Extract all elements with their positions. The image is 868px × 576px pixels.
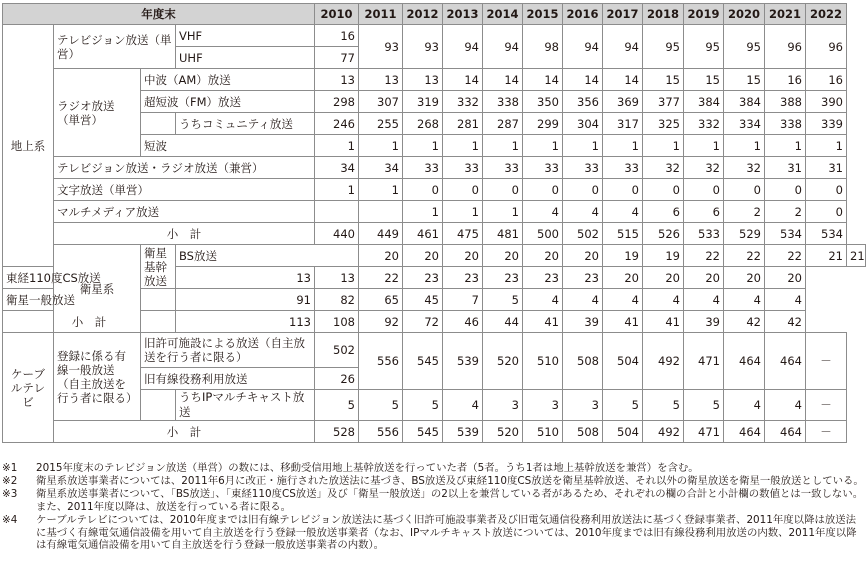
table-cell: 0	[483, 179, 523, 201]
table-cell: 1	[806, 135, 847, 157]
table-cell: 449	[359, 223, 403, 245]
table-cell: 23	[563, 267, 603, 289]
table-row-eisei-subtotal	[3, 311, 866, 333]
table-cell: 325	[643, 113, 684, 135]
table-cell: 13	[315, 69, 359, 91]
table-cell: 0	[403, 179, 443, 201]
table-cell: 20	[523, 245, 563, 267]
footnote	[2, 462, 866, 475]
table-cell: 16	[806, 69, 847, 91]
table-cell: 0	[603, 179, 643, 201]
cell-tv-2015: 98	[523, 25, 563, 69]
cell-cable-2019: 471	[684, 333, 724, 390]
table-cell: 317	[603, 113, 643, 135]
table-cell: 534	[806, 223, 847, 245]
table-row-bs	[3, 245, 866, 267]
table-cell: 15	[643, 69, 684, 91]
table-cell: 31	[765, 157, 806, 179]
table-cell: 529	[724, 223, 765, 245]
table-cell: 528	[315, 421, 359, 443]
table-cell: 20	[359, 245, 403, 267]
row-label-tv-radio: テレビジョン放送・ラジオ放送（兼営）	[54, 157, 315, 179]
table-cell: 33	[483, 157, 523, 179]
table-row-am	[3, 69, 866, 91]
table-cell: 108	[315, 311, 359, 333]
row-label-bs: BS放送	[176, 245, 359, 267]
cell-tv-2020: 95	[724, 25, 765, 69]
year-header: 2019	[684, 4, 724, 25]
year-header: 2021	[765, 4, 806, 25]
footnote-mark: ※1	[2, 462, 18, 474]
table-cell: 356	[563, 91, 603, 113]
cell-vhf-2010: 16	[315, 25, 359, 47]
table-cell: 545	[403, 421, 443, 443]
cell-cable-2020: 464	[724, 333, 765, 390]
cell-kyu-eki-2010: 26	[315, 368, 359, 390]
cell-cable-2021: 464	[765, 333, 806, 390]
table-cell: 4	[523, 289, 563, 311]
cell-tv-2011: 93	[359, 25, 403, 69]
table-cell: 14	[443, 69, 483, 91]
row-label-shortwave: 短波	[141, 135, 315, 157]
table-cell: 32	[643, 157, 684, 179]
table-cell: 246	[315, 113, 359, 135]
table-cell: 45	[403, 289, 443, 311]
year-header: 2012	[403, 4, 443, 25]
year-header: 2016	[563, 4, 603, 25]
table-cell: 0	[724, 179, 765, 201]
row-label-subtotal: 小 計	[54, 223, 315, 245]
table-cell: 1	[523, 135, 563, 157]
table-cell: 350	[523, 91, 563, 113]
table-cell: 471	[684, 421, 724, 443]
table-cell: 33	[523, 157, 563, 179]
table-cell: 20	[483, 245, 523, 267]
table-cell: 510	[523, 421, 563, 443]
table-cell: 23	[443, 267, 483, 289]
table-cell: 504	[603, 421, 643, 443]
row-label-fm: 超短波（FM）放送	[141, 91, 315, 113]
table-cell: 1	[359, 179, 403, 201]
table-cell: 33	[403, 157, 443, 179]
table-cell: －	[806, 390, 847, 421]
table-cell: 377	[643, 91, 684, 113]
cell-cable-2017: 504	[603, 333, 643, 390]
table-cell: 287	[483, 113, 523, 135]
footnote	[2, 475, 866, 488]
table-cell: 2	[724, 201, 765, 223]
table-cell: 15	[684, 69, 724, 91]
table-cell: 481	[483, 223, 523, 245]
table-cell: 2	[765, 201, 806, 223]
table-cell: 42	[724, 311, 765, 333]
table-cell: 1	[315, 135, 359, 157]
year-header: 2014	[483, 4, 523, 25]
row-label-cs110: 東経110度CS放送	[3, 267, 141, 289]
row-label-vhf: VHF	[176, 25, 315, 47]
row-label-community: うちコミュニティ放送	[176, 113, 315, 135]
table-cell: 0	[806, 179, 847, 201]
table-cell: 23	[483, 267, 523, 289]
table-cell: 390	[806, 91, 847, 113]
table-cell: 5	[483, 289, 523, 311]
table-cell: 3	[483, 390, 523, 421]
table-cell: 14	[483, 69, 523, 91]
table-cell: 20	[724, 267, 765, 289]
table-cell: 299	[523, 113, 563, 135]
cell-tv-2014: 94	[483, 25, 523, 69]
table-cell: 23	[403, 267, 443, 289]
table-cell: 3	[563, 390, 603, 421]
table-cell: 556	[359, 421, 403, 443]
table-cell: 14	[603, 69, 643, 91]
table-cell: 440	[315, 223, 359, 245]
table-cell: 461	[403, 223, 443, 245]
table-cell: 4	[643, 289, 684, 311]
table-cell: 369	[603, 91, 643, 113]
table-cell: 4	[684, 289, 724, 311]
table-cell: 4	[724, 390, 765, 421]
indent-spacer	[141, 390, 176, 421]
table-cell: 5	[684, 390, 724, 421]
table-cell: 39	[563, 311, 603, 333]
header-row	[3, 4, 866, 25]
table-cell: 0	[684, 179, 724, 201]
table-cell: 1	[765, 135, 806, 157]
table-cell: 44	[483, 311, 523, 333]
table-cell: 0	[523, 179, 563, 201]
row-label-eisei-kikan: 衛星基幹放送	[141, 245, 176, 289]
table-cell: 20	[603, 267, 643, 289]
table-cell: 13	[359, 69, 403, 91]
table-cell: 46	[443, 311, 483, 333]
table-cell: 4	[563, 289, 603, 311]
row-label-kyu-eki: 旧有線役務利用放送	[141, 368, 315, 390]
table-cell: 0	[563, 179, 603, 201]
table-cell: 33	[563, 157, 603, 179]
cell-ip-2010: 5	[315, 390, 359, 421]
footnote	[2, 514, 866, 553]
table-cell: 0	[765, 179, 806, 201]
table-cell: 14	[523, 69, 563, 91]
footnote-text: 衛星系放送事業者については、2011年6月に改正・施行された放送法に基づき、BS放送及び東経110度CS放送を衛星基幹放送、それ以外の衛星放送を衛星一般放送としている。	[36, 474, 864, 487]
table-row-eisei-ippan	[3, 289, 866, 311]
table-cell: 492	[643, 421, 684, 443]
table-cell: 13	[403, 69, 443, 91]
table-cell: 113	[176, 311, 315, 333]
table-cell: 298	[315, 91, 359, 113]
row-label-subtotal: 小 計	[3, 311, 176, 333]
table-cell: 5	[359, 390, 403, 421]
table-cell: 13	[315, 267, 359, 289]
table-cell: 20	[443, 245, 483, 267]
footnote-mark: ※3	[2, 487, 18, 500]
table-cell: 1	[483, 135, 523, 157]
table-cell: 4	[603, 289, 643, 311]
row-label-am: 中波（AM）放送	[141, 69, 315, 91]
table-cell: 1	[403, 201, 443, 223]
table-row-cs110	[3, 267, 866, 289]
table-row-kyu-kyoka	[3, 333, 866, 368]
indent-spacer	[141, 113, 176, 135]
table-cell: 22	[684, 245, 724, 267]
table-cell: 307	[359, 91, 403, 113]
cell-tv-2019: 95	[684, 25, 724, 69]
cell-cable-2022: －	[806, 333, 847, 390]
table-cell	[359, 201, 403, 223]
year-header: 2011	[359, 4, 403, 25]
table-cell: 1	[724, 135, 765, 157]
table-cell: 14	[563, 69, 603, 91]
cell-kyu-kyoka-2010: 502	[315, 333, 359, 368]
table-cell: 16	[765, 69, 806, 91]
table-cell: 338	[483, 91, 523, 113]
table-cell: 502	[563, 223, 603, 245]
row-label-cable-group: 登録に係る有線一般放送（自主放送を行う者に限る）	[54, 333, 141, 421]
table-cell: 32	[724, 157, 765, 179]
table-cell: 21	[806, 245, 847, 267]
table-row-vhf	[3, 25, 866, 47]
table-cell: 41	[523, 311, 563, 333]
footnote-text: ケーブルテレビについては、2010年度までは旧有線テレビジョン放送法に基づく旧許可施設事業者及び旧電気通信役務利用放送法に基づく登録事業者、2011年度以降は放送法に基づく有線電気通信設備を用いて自主放送を行う登録一般放送事業者（なお、IPマルチキャスト放送については、2010年度までは旧有線役務利用放送の内数、2011年度以降は有線電気通信設備を用いて自主放送を行う登録一般放送事業者の内数）。	[36, 513, 857, 552]
table-cell: 388	[765, 91, 806, 113]
table-cell: 4	[603, 201, 643, 223]
cell-cable-2014: 520	[483, 333, 523, 390]
cell-cable-2016: 508	[563, 333, 603, 390]
table-cell: 281	[443, 113, 483, 135]
table-cell: 15	[724, 69, 765, 91]
cell-tv-2012: 93	[403, 25, 443, 69]
table-cell: 526	[643, 223, 684, 245]
category-cable: ケーブルテレビ	[3, 333, 54, 443]
table-cell: 384	[684, 91, 724, 113]
footnote	[2, 488, 866, 514]
year-header: 2015	[523, 4, 563, 25]
row-label-moji: 文字放送（単営）	[54, 179, 315, 201]
category-eisei: 衛星系	[54, 245, 141, 333]
row-label-tv-tandoku: テレビジョン放送（単営）	[54, 25, 176, 69]
table-cell: 4	[724, 289, 765, 311]
table-cell: 82	[315, 289, 359, 311]
header-label: 年度末	[3, 4, 315, 25]
table-cell: 1	[315, 179, 359, 201]
year-header: 2020	[724, 4, 765, 25]
row-label-kyu-kyoka: 旧許可施設による放送（自主放送を行う者に限る）	[141, 333, 315, 368]
table-cell: 6	[643, 201, 684, 223]
table-cell: 515	[603, 223, 643, 245]
row-label-multimedia: マルチメディア放送	[54, 201, 315, 223]
cell-cable-2015: 510	[523, 333, 563, 390]
table-cell: 4	[765, 289, 806, 311]
cell-tv-2013: 94	[443, 25, 483, 69]
year-header: 2017	[603, 4, 643, 25]
table-cell: 4	[443, 390, 483, 421]
cell-tv-2018: 95	[643, 25, 684, 69]
table-cell: 0	[806, 201, 847, 223]
table-row-multimedia	[3, 201, 866, 223]
table-cell: 1	[563, 135, 603, 157]
table-cell: 533	[684, 223, 724, 245]
cell-uhf-2010: 77	[315, 47, 359, 69]
table-cell: 5	[403, 390, 443, 421]
table-cell: 22	[765, 245, 806, 267]
table-cell: 1	[483, 201, 523, 223]
table-cell: 464	[724, 421, 765, 443]
table-cell: 500	[523, 223, 563, 245]
cell-tv-2021: 96	[765, 25, 806, 69]
table-cell: 3	[523, 390, 563, 421]
table-cell: 0	[443, 179, 483, 201]
footnote-text: 2015年度末のテレビジョン放送（単営）の数には、移動受信用地上基幹放送を行っていた者（5者。うち1者は地上基幹放送を兼営）を含む。	[36, 462, 699, 474]
cell-tv-2017: 94	[603, 25, 643, 69]
cell-cable-2012: 545	[403, 333, 443, 390]
year-header: 2022	[806, 4, 847, 25]
broadcaster-count-table	[2, 3, 866, 443]
table-cell: 4	[765, 390, 806, 421]
table-row-tv-radio	[3, 157, 866, 179]
table-cell: 13	[176, 267, 315, 289]
table-cell: 1	[359, 135, 403, 157]
table-row-moji	[3, 179, 866, 201]
footnote-mark: ※2	[2, 474, 18, 487]
table-cell: 33	[443, 157, 483, 179]
table-cell: 332	[443, 91, 483, 113]
table-cell: 4	[563, 201, 603, 223]
table-cell: 5	[643, 390, 684, 421]
table-cell: 268	[403, 113, 443, 135]
table-cell: 339	[806, 113, 847, 135]
footnote-text: 衛星系放送事業者について、「BS放送」、「東経110度CS放送」及び「衛星一般放送」の2以上を兼営している者があるため、それぞれの欄の合計と小計欄の数値とは一致しない。また、2011年度以降は、放送を行っている者に限る。	[36, 487, 864, 513]
table-cell: 22	[724, 245, 765, 267]
table-cell: 1	[403, 135, 443, 157]
cell-cable-2013: 539	[443, 333, 483, 390]
table-cell: 20	[403, 245, 443, 267]
table-cell: 33	[603, 157, 643, 179]
footnote-mark: ※4	[2, 513, 18, 526]
table-cell: 1	[443, 201, 483, 223]
table-cell: 41	[643, 311, 684, 333]
table-cell: 20	[684, 267, 724, 289]
table-cell: 65	[359, 289, 403, 311]
table-cell: 34	[315, 157, 359, 179]
table-cell: 7	[443, 289, 483, 311]
cell-tv-2022: 96	[806, 25, 847, 69]
table-cell: 32	[684, 157, 724, 179]
table-cell: 319	[403, 91, 443, 113]
table-cell: 20	[765, 267, 806, 289]
row-label-eisei-ippan: 衛星一般放送	[3, 289, 176, 311]
table-cell: 304	[563, 113, 603, 135]
table-cell: 464	[765, 421, 806, 443]
footnotes	[2, 462, 866, 552]
table-cell: 19	[603, 245, 643, 267]
row-label-radio-tandoku: ラジオ放送（単営）	[54, 69, 141, 157]
table-cell: 1	[643, 135, 684, 157]
table-cell: 22	[359, 267, 403, 289]
table-cell: 508	[563, 421, 603, 443]
table-cell: 31	[806, 157, 847, 179]
table-cell: 72	[403, 311, 443, 333]
table-cell: 21	[847, 245, 866, 267]
table-cell: 0	[643, 179, 684, 201]
table-cell: 255	[359, 113, 403, 135]
table-cell: 41	[603, 311, 643, 333]
row-label-subtotal: 小 計	[54, 421, 315, 443]
table-cell: 475	[443, 223, 483, 245]
table-row-cable-subtotal	[3, 421, 866, 443]
table-cell: 23	[523, 267, 563, 289]
table-cell: 334	[724, 113, 765, 135]
cell-cable-2018: 492	[643, 333, 684, 390]
table-cell: 4	[523, 201, 563, 223]
year-header: 2018	[643, 4, 684, 25]
table-cell: 332	[684, 113, 724, 135]
table-cell: 39	[684, 311, 724, 333]
table-cell: 520	[483, 421, 523, 443]
cell-tv-2016: 94	[563, 25, 603, 69]
table-row-chijou-subtotal	[3, 223, 866, 245]
table-cell: －	[806, 421, 847, 443]
category-chijou: 地上系	[3, 25, 54, 267]
table-cell: 384	[724, 91, 765, 113]
table-cell: 1	[443, 135, 483, 157]
table-cell: 92	[359, 311, 403, 333]
table-cell: 539	[443, 421, 483, 443]
table-cell: 91	[176, 289, 315, 311]
row-label-ip-multi: うちIPマルチキャスト放送	[176, 390, 315, 421]
year-header: 2010	[315, 4, 359, 25]
table-cell: 1	[603, 135, 643, 157]
row-label-uhf: UHF	[176, 47, 315, 69]
table-cell: 5	[603, 390, 643, 421]
table-cell: 1	[684, 135, 724, 157]
table-cell: 19	[643, 245, 684, 267]
table-cell: 20	[643, 267, 684, 289]
table-cell	[315, 201, 359, 223]
table-cell: 34	[359, 157, 403, 179]
table-cell: 42	[765, 311, 806, 333]
table-cell: 6	[684, 201, 724, 223]
cell-cable-2011: 556	[359, 333, 403, 390]
table-cell: 20	[563, 245, 603, 267]
table-cell: 338	[765, 113, 806, 135]
year-header: 2013	[443, 4, 483, 25]
table-cell: 534	[765, 223, 806, 245]
